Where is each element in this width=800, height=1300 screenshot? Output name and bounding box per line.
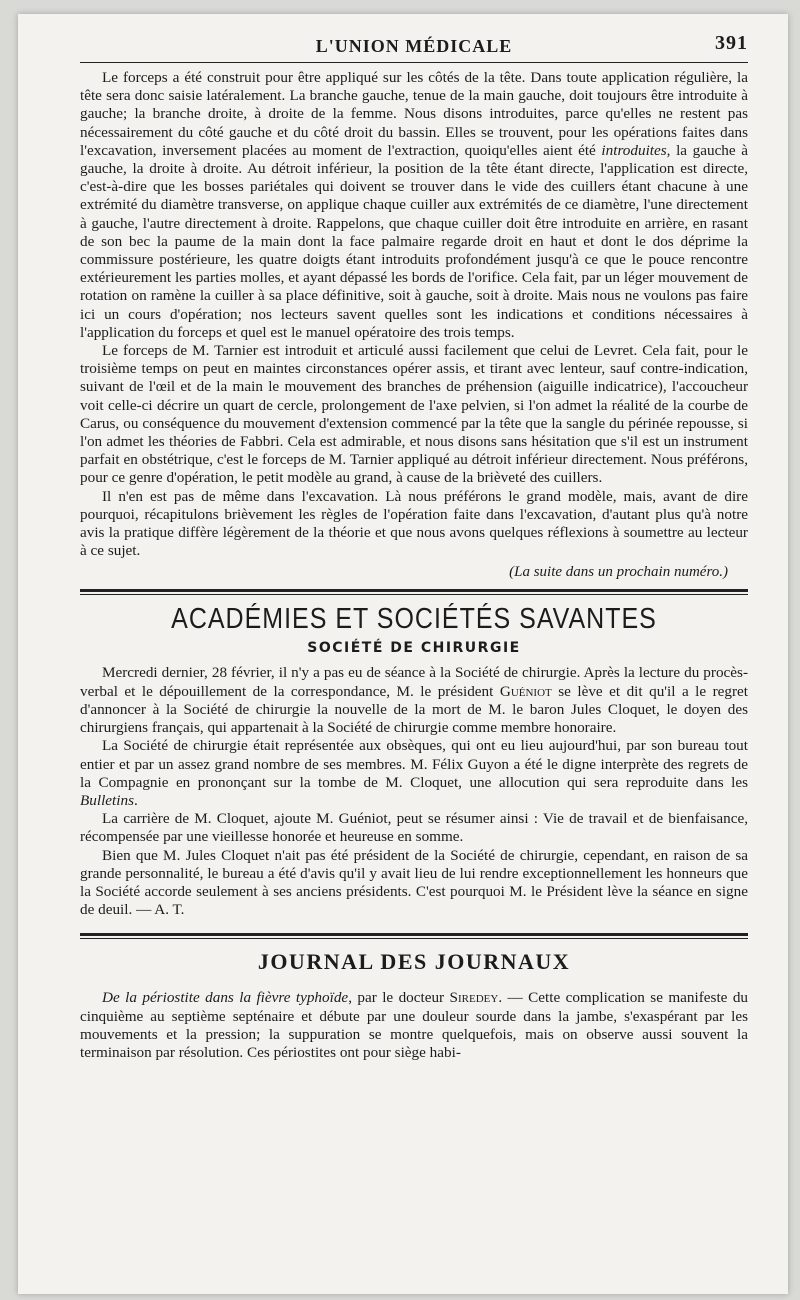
article-paragraph: La Société de chirurgie était représentée aux obsèques, qui ont eu lieu aujourd'hui, par son bureau tout entier et par un assez grand nombre de ses membres. M. Félix Guyon a été le digne interprète des regrets de la Compagnie en prononçant sur la tombe de M. Cloquet, une allocution qui sera reproduite dans les Bulletins. <box>80 737 748 809</box>
author-name: Siredey <box>449 989 499 1007</box>
section-rule <box>80 589 748 592</box>
journal-title: L'UNION MÉDICALE <box>315 36 513 56</box>
article-paragraph: Mercredi dernier, 28 février, il n'y a pas eu de séance à la Société de chirurgie. Après la lecture du procès-verbal et le dépouillement de la correspondance, M. le président Guéniot se lève et dit qu'il a le regret d'annoncer à la Société de chirurgie la nouvelle de la mort de M. le baron Jules Cloquet, le doyen des chirurgiens français, qui appartenait à la Société de chirurgie comme membre honoraire. <box>80 664 749 737</box>
section-rule <box>80 938 748 939</box>
page-number: 391 <box>715 32 748 54</box>
journal-section <box>80 949 748 1062</box>
section-rule <box>80 933 748 936</box>
forceps-article <box>80 69 748 581</box>
article-paragraph: Bien que M. Jules Cloquet n'ait pas été président de la Société de chirurgie, cependant, en raison de sa grande personnalité, le bureau a été d'avis qu'il y avait lieu de lui rendre exceptionnellement les honneurs que la Société accorde seulement à ses anciens présidents. C'est pourquoi M. le Président lève la séance en signe de deuil. — A. T. <box>80 846 748 919</box>
header-rule <box>80 62 748 63</box>
section-heading: JOURNAL DES JOURNAUX <box>257 949 571 975</box>
newspaper-page <box>18 14 788 1294</box>
article-paragraph: De la périostite dans la fièvre typhoïde, par le docteur Siredey. — Cette complication se manifeste du cinquième au septième septénaire et débute par une douleur sourde dans la jambe, s'exaspérant par les mouvements et la pression; la suppuration se montre quelquefois, mais on observe aussi souvent la terminaison par résolution. Ces périostites ont pour siège habi- <box>80 989 749 1061</box>
article-title: De la périostite dans la fièvre typhoïde <box>102 989 349 1007</box>
continuation-note: (La suite dans un prochain numéro.) <box>509 564 728 581</box>
academies-section <box>80 605 748 919</box>
emphasis-word: introduites <box>601 141 667 159</box>
section-heading: ACADÉMIES ET SOCIÉTÉS SAVANTES <box>171 603 657 636</box>
article-paragraph: Le forceps de M. Tarnier est introduit et articulé aussi facilement que celui de Levret. Cela fait, pour le troisième temps on peut en maintes circonstances opérer assis, et tirant avec lenteur, sauf contre-indication, suivant de l'œil et de la main le mouvement des branches de préhension (aiguille indicatrice), l'accoucheur voit celle-ci décrire un quart de cercle, prolongement de l'axe pelvien, si l'on admet la réalité de la courbe de Carus, ou conséquence du mouvement d'extension commencé par la tête que la sangle du périnée repousse, si l'on admet les théories de Fabbri. Cela est admirable, et nous disons sans hésitation que s'il est un instrument parfait en obstétrique, c'est le forceps de M. Tarnier appliqué au détroit inférieur directement. Nous préférons, pour ce genre d'opération, le petit modèle au grand, à cause de la brièveté des cuillers. <box>80 342 748 487</box>
page-content <box>80 32 748 1062</box>
article-paragraph: Il n'en est pas de même dans l'excavation. Là nous préférons le grand modèle, mais, avant de dire pourquoi, récapitulons brièvement les règles de l'opération faite dans l'excavation, d'autant plus qu'à notre avis la pratique diffère légèrement de la théorie et que nous avons quelques réflexions à soumettre au lecteur à ce sujet. <box>80 487 748 560</box>
article-paragraph: La carrière de M. Cloquet, ajoute M. Guéniot, peut se résumer ainsi : Vie de travail et de bienfaisance, récompensée par une vieillesse honorée et heureuse en somme. <box>80 810 748 846</box>
article-paragraph: Le forceps a été construit pour être appliqué sur les côtés de la tête. Dans toute application régulière, la tête sera donc saisie latéralement. La branche gauche, tenue de la main gauche, doit toujours être introduite à gauche; la branche droite, à droite de la femme. Nous disons introduites, parce qu'elles ne restent pas nécessairement du côté gauche et du côté droit du bassin. Elles se trouvent, pour les opérations faites dans l'excavation, inversement placées au moment de l'extraction, quoiqu'elles aient été introduites, la gauche à gauche, la droite à droite. Au détroit inférieur, la position de la tête étant directe, l'application est directe, c'est-à-dire que les bosses pariétales qui doivent se trouver dans le vide des cuillers étant chacune à une extrémité du diamètre transverse, on applique chaque cuiller aux extrémités de ce diamètre, l'une directement à gauche, l'autre directement à droite. Rappelons, que chaque cuiller doit être introduite en arrière, en rasant de son bec la paume de la main dont la face palmaire regarde droit en haut et dont le dos déprime la commissure postérieure, les quatre doigts étant introduits profondément jusqu'à ce que le pouce rencontre extérieurement les parties molles, et ayant dépassé les bords de l'orifice. Cela fait, par un léger mouvement de rotation on ramène la cuiller à sa place définitive, soit à gauche, soit à droite. Mais nous ne voulons pas faire ici un cours d'opération; nos lecteurs savent quelles sont les indications et conditions nécessaires à l'application du forceps et quel est le manuel opératoire des trois temps. <box>80 69 748 341</box>
running-head <box>80 32 748 60</box>
emphasis-word: Bulletins <box>80 791 134 809</box>
section-rule <box>80 594 748 595</box>
subsection-heading: SOCIÉTÉ DE CHIRURGIE <box>307 640 521 657</box>
person-name: Guéniot <box>499 682 552 700</box>
